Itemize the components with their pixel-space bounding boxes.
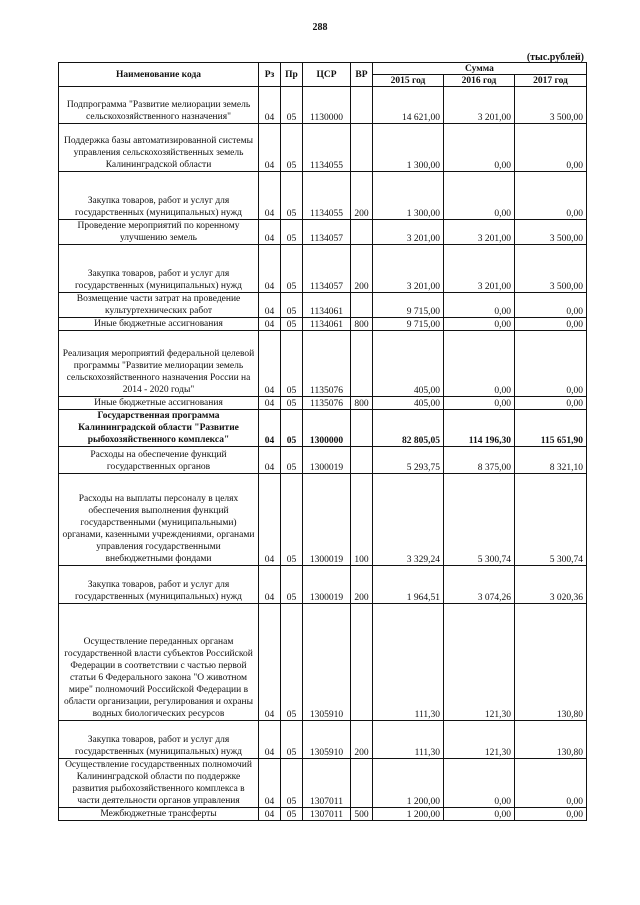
row-value-2015: 14 621,00: [373, 87, 444, 124]
row-pr: 05: [281, 293, 303, 318]
row-name: Возмещение части затрат на проведение культуртехнических работ: [59, 293, 259, 318]
table-row: [59, 124, 587, 172]
row-value-2017: 0,00: [515, 397, 587, 410]
row-value-2017: 3 500,00: [515, 220, 587, 245]
row-rz: 04: [259, 604, 281, 721]
table-row: [59, 331, 587, 397]
row-rz: 04: [259, 447, 281, 474]
row-pr: 05: [281, 447, 303, 474]
row-value-2015: 1 200,00: [373, 808, 444, 821]
header-name: Наименование кода: [59, 63, 259, 87]
row-value-2017: 3 500,00: [515, 245, 587, 293]
row-rz: 04: [259, 293, 281, 318]
row-value-2017: 5 300,74: [515, 474, 587, 566]
row-pr: 05: [281, 410, 303, 447]
row-name: Реализация мероприятий федеральной целевой программы "Развитие мелиорации земель сельскохозяйственного назначения России на 2014 - 2020 годы": [59, 331, 259, 397]
table-row: [59, 293, 587, 318]
table-row: [59, 447, 587, 474]
header-csr: ЦСР: [303, 63, 351, 87]
row-rz: 04: [259, 410, 281, 447]
row-value-2017: 8 321,10: [515, 447, 587, 474]
row-value-2017: 115 651,90: [515, 410, 587, 447]
row-vr: 200: [351, 566, 373, 604]
row-value-2016: 0,00: [444, 397, 515, 410]
header-vr: ВР: [351, 63, 373, 87]
row-value-2015: 5 293,75: [373, 447, 444, 474]
row-vr: 800: [351, 318, 373, 331]
row-value-2015: 111,30: [373, 721, 444, 759]
row-value-2015: 1 300,00: [373, 172, 444, 220]
row-csr: 1134061: [303, 318, 351, 331]
row-value-2016: 0,00: [444, 124, 515, 172]
row-value-2016: 3 201,00: [444, 220, 515, 245]
row-rz: 04: [259, 318, 281, 331]
row-value-2016: 0,00: [444, 808, 515, 821]
row-rz: 04: [259, 808, 281, 821]
header-2017: 2017 год: [515, 75, 587, 87]
row-rz: 04: [259, 124, 281, 172]
table-row: [59, 474, 587, 566]
row-csr: 1300019: [303, 474, 351, 566]
row-rz: 04: [259, 759, 281, 808]
row-value-2017: 0,00: [515, 172, 587, 220]
row-pr: 05: [281, 245, 303, 293]
row-name: Подпрограмма "Развитие мелиорации земель сельскохозяйственного назначения": [59, 87, 259, 124]
row-name: Осуществление переданных органам государственной власти субъектов Российской Федерации в соответствии с частью первой статьи 6 Федерального закона "О животном мире" полномочий Российской Федерации в области организации, регулирования и охраны водных биологических ресурсов: [59, 604, 259, 721]
row-csr: 1135076: [303, 331, 351, 397]
row-value-2015: 9 715,00: [373, 293, 444, 318]
row-value-2015: 405,00: [373, 331, 444, 397]
row-pr: 05: [281, 474, 303, 566]
row-value-2016: 3 201,00: [444, 245, 515, 293]
row-csr: 1300000: [303, 410, 351, 447]
row-value-2017: 0,00: [515, 331, 587, 397]
row-pr: 05: [281, 87, 303, 124]
row-rz: 04: [259, 397, 281, 410]
row-vr: 500: [351, 808, 373, 821]
row-value-2017: 0,00: [515, 759, 587, 808]
row-value-2016: 114 196,30: [444, 410, 515, 447]
row-vr: [351, 410, 373, 447]
row-name: Иные бюджетные ассигнования: [59, 318, 259, 331]
row-csr: 1300019: [303, 566, 351, 604]
row-value-2015: 1 964,51: [373, 566, 444, 604]
row-name: Закупка товаров, работ и услуг для государственных (муниципальных) нужд: [59, 721, 259, 759]
row-value-2015: 3 201,00: [373, 220, 444, 245]
row-rz: 04: [259, 245, 281, 293]
header-2015: 2015 год: [373, 75, 444, 87]
row-value-2015: 9 715,00: [373, 318, 444, 331]
row-value-2016: 0,00: [444, 172, 515, 220]
row-name: Государственная программа Калининградской области "Развитие рыбохозяйственного комплекса": [59, 410, 259, 447]
row-rz: 04: [259, 331, 281, 397]
row-value-2016: 5 300,74: [444, 474, 515, 566]
row-name: Проведение мероприятий по коренному улучшению земель: [59, 220, 259, 245]
row-vr: [351, 331, 373, 397]
row-csr: 1134057: [303, 220, 351, 245]
row-value-2016: 0,00: [444, 331, 515, 397]
row-pr: 05: [281, 566, 303, 604]
row-vr: [351, 220, 373, 245]
row-value-2016: 121,30: [444, 604, 515, 721]
row-rz: 04: [259, 172, 281, 220]
row-value-2017: 0,00: [515, 124, 587, 172]
row-csr: 1300019: [303, 447, 351, 474]
row-pr: 05: [281, 318, 303, 331]
row-value-2016: 0,00: [444, 293, 515, 318]
row-value-2016: 0,00: [444, 318, 515, 331]
table-row: [59, 759, 587, 808]
row-pr: 05: [281, 331, 303, 397]
row-name: Межбюджетные трансферты: [59, 808, 259, 821]
row-vr: 200: [351, 172, 373, 220]
row-rz: 04: [259, 566, 281, 604]
row-csr: 1134061: [303, 293, 351, 318]
row-value-2015: 82 805,05: [373, 410, 444, 447]
table-row: [59, 87, 587, 124]
row-vr: [351, 124, 373, 172]
row-vr: [351, 759, 373, 808]
row-vr: [351, 87, 373, 124]
row-csr: 1135076: [303, 397, 351, 410]
row-pr: 05: [281, 604, 303, 721]
row-value-2015: 1 300,00: [373, 124, 444, 172]
row-csr: 1130000: [303, 87, 351, 124]
row-value-2016: 3 074,26: [444, 566, 515, 604]
row-value-2015: 1 200,00: [373, 759, 444, 808]
row-value-2015: 405,00: [373, 397, 444, 410]
row-vr: 200: [351, 721, 373, 759]
row-name: Закупка товаров, работ и услуг для государственных (муниципальных) нужд: [59, 245, 259, 293]
row-csr: 1307011: [303, 808, 351, 821]
row-name: Закупка товаров, работ и услуг для государственных (муниципальных) нужд: [59, 566, 259, 604]
row-name: Осуществление государственных полномочий Калининградской области по поддержке развития рыбохозяйственного комплекса в части деятельности органов управления: [59, 759, 259, 808]
page-number: 288: [312, 22, 328, 33]
row-name: Расходы на обеспечение функций государственных органов: [59, 447, 259, 474]
header-rz: Рз: [259, 63, 281, 87]
row-vr: [351, 604, 373, 721]
row-value-2016: 8 375,00: [444, 447, 515, 474]
table-row: [59, 808, 587, 821]
row-value-2017: 0,00: [515, 293, 587, 318]
row-rz: 04: [259, 220, 281, 245]
row-pr: 05: [281, 172, 303, 220]
row-value-2016: 121,30: [444, 721, 515, 759]
row-csr: 1134055: [303, 172, 351, 220]
row-pr: 05: [281, 759, 303, 808]
row-pr: 05: [281, 721, 303, 759]
row-name: Закупка товаров, работ и услуг для государственных (муниципальных) нужд: [59, 172, 259, 220]
row-value-2016: 3 201,00: [444, 87, 515, 124]
table-row: [59, 220, 587, 245]
table-row: [59, 566, 587, 604]
table-row: [59, 410, 587, 447]
row-vr: 800: [351, 397, 373, 410]
row-pr: 05: [281, 397, 303, 410]
row-csr: 1305910: [303, 721, 351, 759]
row-value-2017: 3 020,36: [515, 566, 587, 604]
budget-table: [58, 62, 587, 821]
row-value-2015: 3 329,24: [373, 474, 444, 566]
row-vr: [351, 447, 373, 474]
row-rz: 04: [259, 87, 281, 124]
row-csr: 1305910: [303, 604, 351, 721]
row-value-2017: 0,00: [515, 318, 587, 331]
row-pr: 05: [281, 220, 303, 245]
table-row: [59, 721, 587, 759]
table-row: [59, 172, 587, 220]
row-name: Расходы на выплаты персоналу в целях обеспечения выполнения функций государственными (муниципальными) органами, казенными учреждениями, органами управления государственными внебюджетными фондами: [59, 474, 259, 566]
row-pr: 05: [281, 124, 303, 172]
row-name: Поддержка базы автоматизированной системы управления сельскохозяйственных земель Калининградской области: [59, 124, 259, 172]
row-value-2017: 3 500,00: [515, 87, 587, 124]
row-value-2017: 0,00: [515, 808, 587, 821]
row-vr: [351, 293, 373, 318]
row-csr: 1134057: [303, 245, 351, 293]
row-pr: 05: [281, 808, 303, 821]
table-row: [59, 245, 587, 293]
header-pr: Пр: [281, 63, 303, 87]
header-2016: 2016 год: [444, 75, 515, 87]
units-label: (тыс.рублей): [526, 52, 584, 63]
row-vr: 100: [351, 474, 373, 566]
row-value-2016: 0,00: [444, 759, 515, 808]
table-row: [59, 318, 587, 331]
row-vr: 200: [351, 245, 373, 293]
header-sum: Сумма: [373, 63, 587, 75]
row-value-2015: 111,30: [373, 604, 444, 721]
row-csr: 1307011: [303, 759, 351, 808]
table-row: [59, 397, 587, 410]
row-value-2017: 130,80: [515, 721, 587, 759]
row-rz: 04: [259, 474, 281, 566]
row-value-2015: 3 201,00: [373, 245, 444, 293]
row-rz: 04: [259, 721, 281, 759]
row-csr: 1134055: [303, 124, 351, 172]
table-row: [59, 604, 587, 721]
row-name: Иные бюджетные ассигнования: [59, 397, 259, 410]
row-value-2017: 130,80: [515, 604, 587, 721]
